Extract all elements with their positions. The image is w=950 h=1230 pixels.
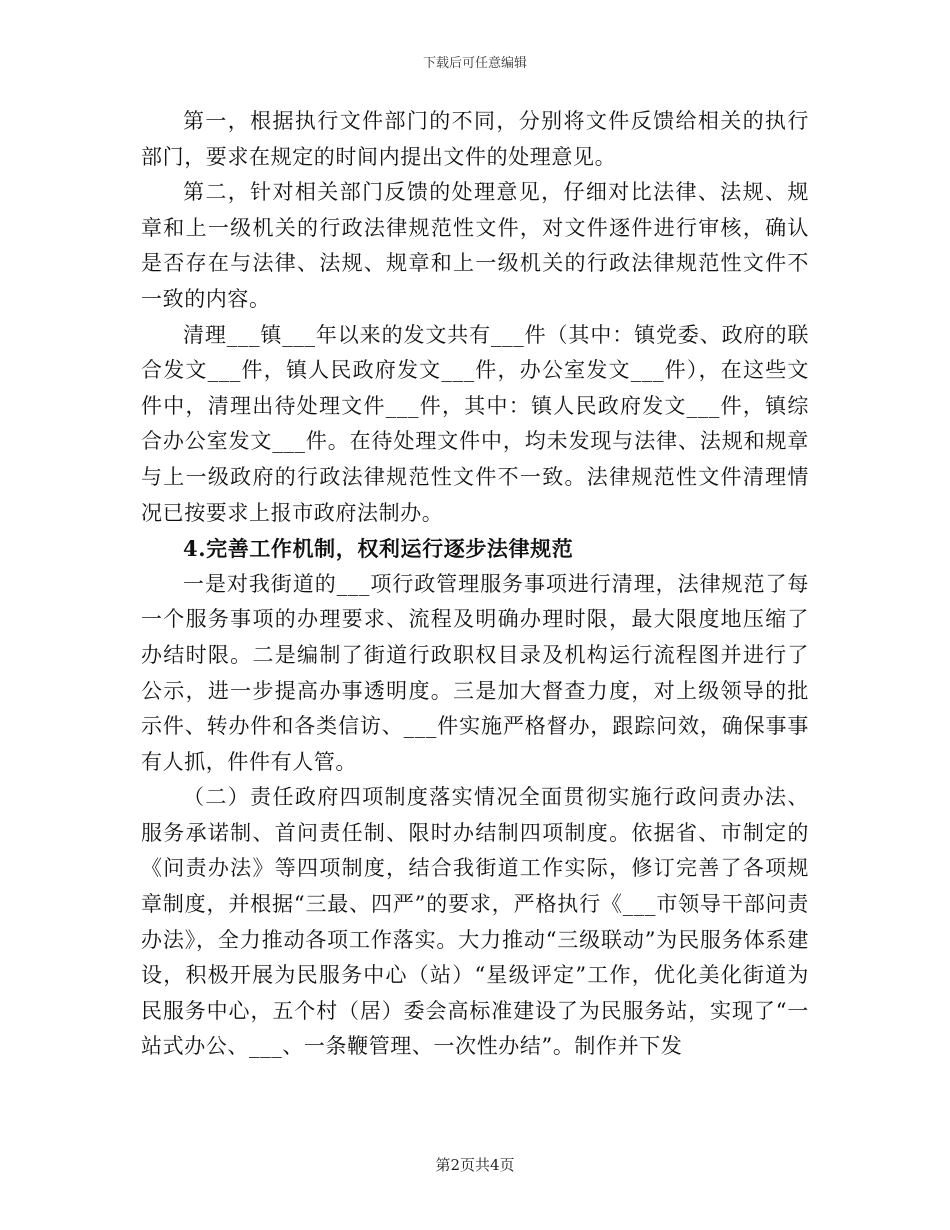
page-header-note: 下载后可任意编辑 [422,56,527,71]
section-heading: 4.完善工作机制，权利运行逐步法律规范 [183,536,574,562]
paragraph-second-step: 第二，针对相关部门反馈的处理意见，仔细对比法律、法规、规章和上一级机关的行政法律规范性文件，对文件逐件进行审核，确认是否存在与法律、法规、规章和上一级机关的行政法律规范性文件不一致的内容。 [141,180,809,311]
paragraph-service-items: 一是对我街道的___项行政管理服务事项进行清理，法律规范了每一个服务事项的办理要求、流程及明确办理时限，最大限度地压缩了办结时限。二是编制了街道行政职权目录及机构运行流程图并进行了公示，进一步提高办事透明度。三是加大督查力度，对上级领导的批示件、转办件和各类信访、___件实施严格督办，跟踪问效，确保事事有人抓，件件有人管。 [141,571,809,774]
paragraph-four-systems: （二）责任政府四项制度落实情况全面贯彻实施行政问责办法、服务承诺制、首问责任制、限时办结制四项制度。依据省、市制定的《问责办法》等四项制度，结合我街道工作实际，修订完善了各项规章制度，并根据“三最、四严”的要求，严格执行《___市领导干部问责办法》，全力推动各项工作落实。大力推动“三级联动”为民服务体系建设，积极开展为民服务中心（站）“星级评定”工作，优化美化街道为民服务中心，五个村（居）委会高标准建设了为民服务站，实现了“一站式办公、___、一条鞭管理、一次性办结”。制作并下发 [141,785,809,1059]
paragraph-cleanup-stats: 清理___镇___年以来的发文共有___件（其中：镇党委、政府的联合发文___件，镇人民政府发文___件，办公室发文___件），在这些文件中，清理出待处理文件___件，其中：镇人民政府发文___件，镇综合办公室发文___件。在待处理文件中，均未发现与法律、法规和规章与上一级政府的行政法律规范性文件不一致。法律规范性文件清理情况已按要求上报市政府法制办。 [141,322,809,525]
page-number: 第2页共4页 [435,1156,515,1174]
document-body [141,104,809,1065]
paragraph-first-step: 第一，根据执行文件部门的不同，分别将文件反馈给相关的执行部门，要求在规定的时间内提出文件的处理意见。 [141,109,809,169]
